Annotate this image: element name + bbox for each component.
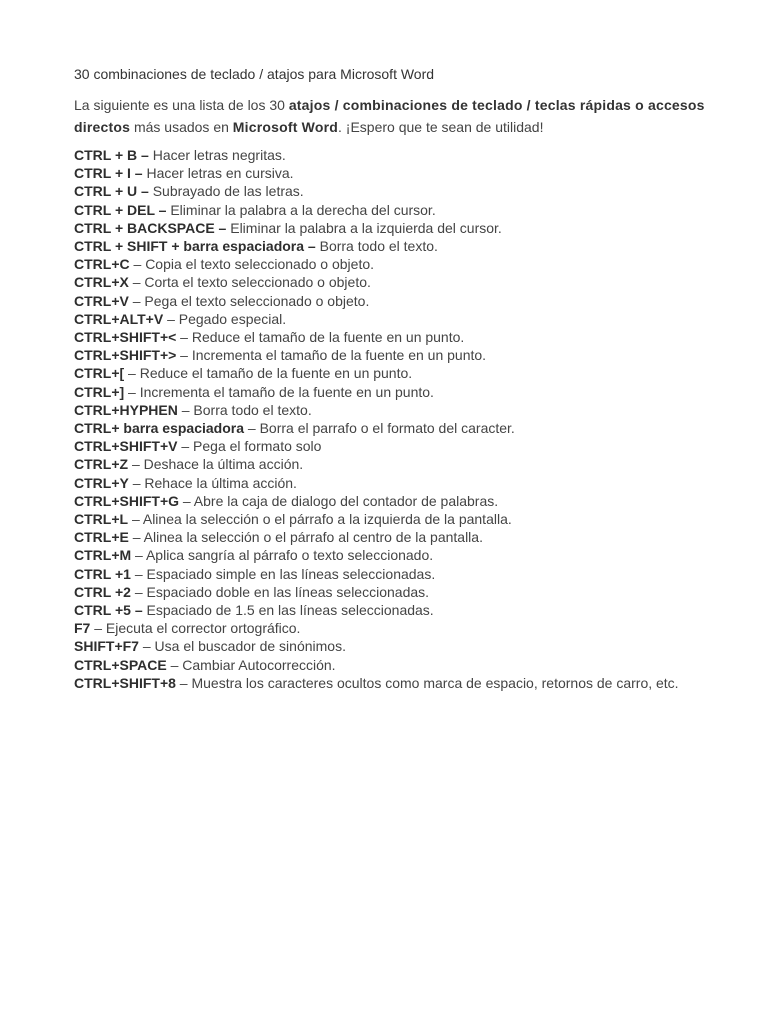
shortcut-item <box>74 419 724 437</box>
shortcut-list <box>74 146 724 692</box>
shortcut-key: SHIFT+F7 <box>74 638 139 655</box>
shortcut-key: CTRL + U – <box>74 183 149 200</box>
shortcut-item <box>74 310 724 328</box>
intro-bold-2: Microsoft Word <box>232 119 338 135</box>
shortcut-key: CTRL+M <box>74 547 132 564</box>
shortcut-description: – Cambiar Autocorrección. <box>166 656 336 673</box>
shortcut-description: Hacer letras negritas. <box>148 147 286 163</box>
shortcut-key: CTRL + SHIFT + barra espaciadora – <box>74 238 316 255</box>
shortcut-description: – Incrementa el tamaño de la fuente en un punto. <box>176 347 487 364</box>
shortcut-item <box>74 601 724 619</box>
shortcut-key: CTRL+] <box>74 383 125 400</box>
shortcut-key: CTRL+C <box>74 256 130 273</box>
shortcut-key: CTRL + DEL – <box>74 201 167 218</box>
shortcut-item <box>74 346 724 364</box>
shortcut-item <box>74 273 724 291</box>
shortcut-description: Hacer letras en cursiva. <box>142 165 294 182</box>
shortcut-description: – Rehace la última acción. <box>128 474 297 491</box>
shortcut-key: CTRL+L <box>74 511 129 528</box>
shortcut-item <box>74 674 724 692</box>
shortcut-description: Subrayado de las letras. <box>148 183 304 200</box>
shortcut-item <box>74 219 724 237</box>
shortcut-description: – Borra todo el texto. <box>177 401 312 418</box>
shortcut-item <box>74 164 724 182</box>
shortcut-description: – Reduce el tamaño de la fuente en un punto. <box>176 329 465 346</box>
shortcut-key: CTRL +1 <box>74 565 131 582</box>
shortcut-key: CTRL+V <box>74 292 129 309</box>
intro-paragraph <box>74 94 724 138</box>
shortcut-description: – Abre la caja de dialogo del contador de palabras. <box>179 492 499 509</box>
shortcut-description: – Corta el texto seleccionado o objeto. <box>128 274 371 291</box>
shortcut-description: – Pega el formato solo <box>177 438 322 455</box>
document-title: 30 combinaciones de teclado / atajos para Microsoft Word <box>74 66 435 82</box>
shortcut-item <box>74 565 724 583</box>
shortcut-description: – Borra el parrafo o el formato del caracter. <box>244 420 515 437</box>
shortcut-key: CTRL+ALT+V <box>74 310 164 327</box>
shortcut-description: Borra todo el texto. <box>315 238 438 255</box>
shortcut-key: CTRL+HYPHEN <box>74 401 178 418</box>
shortcut-item <box>74 401 724 419</box>
shortcut-item <box>74 474 724 492</box>
shortcut-item <box>74 255 724 273</box>
shortcut-key: F7 <box>74 620 91 637</box>
shortcut-item <box>74 546 724 564</box>
shortcut-item <box>74 637 724 655</box>
shortcut-item <box>74 619 724 637</box>
shortcut-item <box>74 292 724 310</box>
shortcut-description: Eliminar la palabra a la derecha del cursor. <box>166 201 436 218</box>
shortcut-item <box>74 146 724 164</box>
shortcut-description: – Pega el texto seleccionado o objeto. <box>128 292 370 309</box>
shortcut-key: CTRL+SHIFT+< <box>74 329 177 346</box>
shortcut-description: – Espaciado simple en las líneas seleccionadas. <box>130 565 436 582</box>
shortcut-item <box>74 201 724 219</box>
shortcut-description: – Reduce el tamaño de la fuente en un punto. <box>124 365 413 382</box>
shortcut-key: CTRL +2 <box>74 583 131 600</box>
shortcut-description: – Ejecuta el corrector ortográfico. <box>90 620 301 637</box>
shortcut-description: – Muestra los caracteres ocultos como marca de espacio, retornos de carro, etc. <box>175 674 679 691</box>
shortcut-key: CTRL + B – <box>74 147 149 163</box>
shortcut-description: – Deshace la última acción. <box>128 456 304 473</box>
shortcut-description: Espaciado de 1.5 en las líneas seleccionadas. <box>142 602 434 619</box>
shortcut-description: – Pegado especial. <box>163 310 287 327</box>
shortcut-item <box>74 583 724 601</box>
shortcut-item <box>74 328 724 346</box>
shortcut-item <box>74 492 724 510</box>
shortcut-key: CTRL+E <box>74 529 129 546</box>
intro-text-2: más usados en <box>130 119 233 135</box>
shortcut-key: CTRL+Z <box>74 456 129 473</box>
shortcut-description: – Aplica sangría al párrafo o texto seleccionado. <box>131 547 434 564</box>
shortcut-item <box>74 510 724 528</box>
shortcut-description: – Espaciado doble en las líneas seleccionadas. <box>130 583 430 600</box>
shortcut-key: CTRL+SHIFT+8 <box>74 674 176 691</box>
shortcut-description: – Alinea la selección o el párrafo a la izquierda de la pantalla. <box>128 511 512 528</box>
shortcut-description: – Usa el buscador de sinónimos. <box>138 638 346 655</box>
shortcut-key: CTRL+SHIFT+> <box>74 347 177 364</box>
shortcut-key: CTRL+X <box>74 274 129 291</box>
intro-text-1: La siguiente es una lista de los 30 <box>74 97 289 113</box>
document-page <box>74 64 724 692</box>
shortcut-description: – Alinea la selección o el párrafo al centro de la pantalla. <box>128 529 483 546</box>
intro-text-3: . ¡Espero que te sean de utilidad! <box>338 119 544 135</box>
shortcut-key: CTRL+[ <box>74 365 125 382</box>
shortcut-item <box>74 528 724 546</box>
shortcut-item <box>74 237 724 255</box>
shortcut-key: CTRL+Y <box>74 474 129 491</box>
shortcut-key: CTRL+SHIFT+G <box>74 492 180 509</box>
shortcut-key: CTRL +5 – <box>74 602 143 619</box>
shortcut-item <box>74 182 724 200</box>
shortcut-key: CTRL+ barra espaciadora <box>74 420 245 437</box>
shortcut-key: CTRL + I – <box>74 165 143 182</box>
shortcut-item <box>74 364 724 382</box>
shortcut-description: Eliminar la palabra a la izquierda del cursor. <box>226 219 502 236</box>
shortcut-key: CTRL+SHIFT+V <box>74 438 178 455</box>
shortcut-description: – Copia el texto seleccionado o objeto. <box>129 256 375 273</box>
shortcut-key: CTRL+SPACE <box>74 656 167 673</box>
shortcut-key: CTRL + BACKSPACE – <box>74 219 227 236</box>
shortcut-description: – Incrementa el tamaño de la fuente en un punto. <box>124 383 434 400</box>
intro-bold-1: atajos / combinaciones de teclado / teclas rápidas o accesos directos <box>74 97 705 135</box>
shortcut-item <box>74 437 724 455</box>
shortcut-item <box>74 656 724 674</box>
shortcut-item <box>74 455 724 473</box>
shortcut-item <box>74 383 724 401</box>
